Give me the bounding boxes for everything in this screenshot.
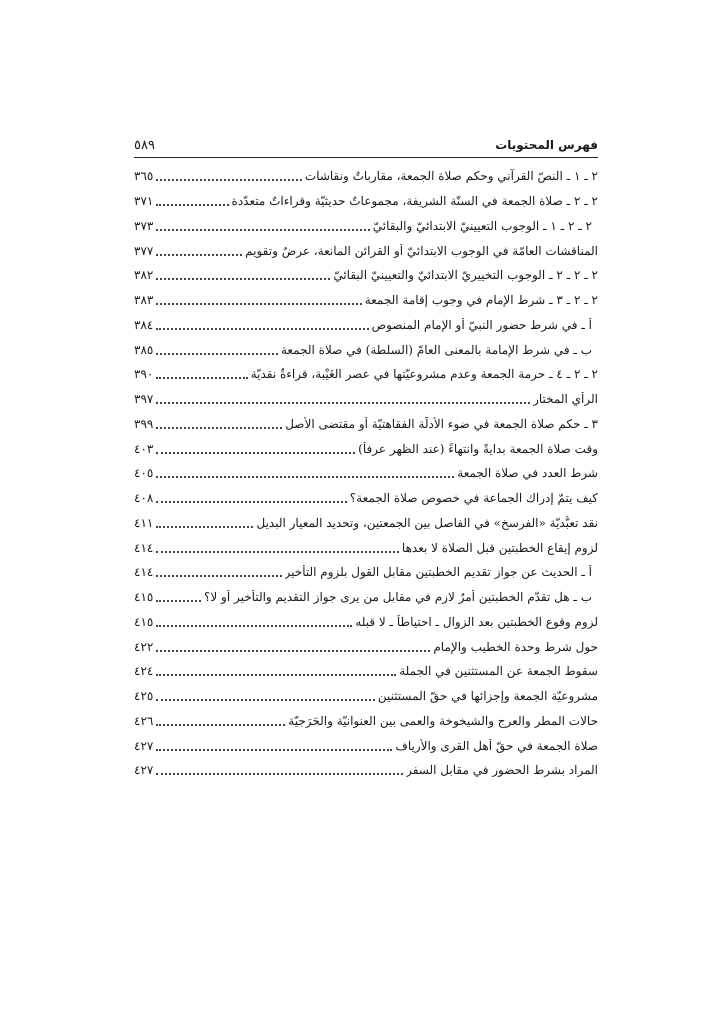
toc-entry: [134, 634, 598, 659]
toc-entry-title: المراد بشرط الحضور في مقابل السفر: [406, 763, 598, 778]
toc-entry-title: نقد تعبُّديّة «الفرسخ» في الفاصل بين الجمعتين، وتحديد المعيار البديل: [256, 515, 598, 530]
toc-entry: [134, 263, 598, 288]
toc-entry-title: المناقشات العامّة في الوجوب الابتدائيّ أو القرائن المانعة، عرضٌ وتقويم: [245, 243, 598, 258]
toc-entry-page: ٤٠٥: [134, 466, 154, 481]
toc-entry: [134, 733, 598, 758]
toc-entry-page: ٤٢٦: [134, 713, 154, 728]
dot-leader: [156, 427, 282, 429]
toc-entry-title: ٢ ـ ٢ ـ ١ ـ الوجوب التعيينيّ الابتدائيّ والبقائيّ: [372, 218, 592, 233]
toc-entry-page: ٤٢٧: [134, 763, 154, 778]
toc-entry-page: ٤١٥: [134, 614, 154, 629]
dot-leader: [156, 377, 247, 379]
toc-entry-page: ٣٨٤: [134, 317, 154, 332]
dot-leader: [156, 254, 242, 256]
toc-entry-title: صلاة الجمعة في حقّ أهل القرى والأرياف: [395, 738, 598, 753]
running-header-title: فهرس المحتويات: [495, 138, 598, 152]
toc-entry-page: ٣٧١: [134, 194, 154, 209]
toc-entry: [134, 511, 598, 536]
dot-leader: [156, 229, 369, 231]
toc-entry-page: ٤٠٨: [134, 491, 154, 506]
toc-entry-title: مشروعيّة الجمعة وإجزائها في حقّ المستثنين: [377, 689, 598, 704]
dot-leader: [156, 501, 346, 503]
toc-entry-title: ٢ ـ ٢ ـ ٢ ـ الوجوب التخييريّ الابتدائيّ والتعيينيّ البقائيّ: [333, 268, 598, 283]
toc-entry-page: ٤١١: [134, 515, 154, 530]
toc-entry: [134, 535, 598, 560]
toc-entry-title: ٣ ـ حكم صلاة الجمعة في ضوء الأدلّة الفقاهتيّة أو مقتضى الأصل: [285, 416, 598, 431]
dot-leader: [156, 551, 399, 553]
dot-leader: [156, 476, 454, 478]
dot-leader: [156, 204, 228, 206]
toc-entry-title: لزوم وقوع الخطبتين بعد الزوال ـ احتياطاً ـ لا قبله: [355, 614, 598, 629]
toc-entry: [134, 362, 598, 387]
toc-entry-title: حالات المطر والعرج والشيخوخة والعمى بين العنوانيّة والحَرَجيّة: [288, 713, 598, 728]
toc-entry: [134, 486, 598, 511]
toc-entry-title: وقت صلاة الجمعة بدايةً وانتهاءً (عند الظهر عرفاً): [358, 441, 598, 456]
toc-entry: [134, 313, 598, 338]
toc-entry: [134, 189, 598, 214]
dot-leader: [156, 179, 302, 181]
toc-entry-title: ب ـ في شرط الإمامة بالمعنى العامّ (السلطة) في صلاة الجمعة: [280, 342, 592, 357]
dot-leader: [156, 452, 355, 454]
toc-entry-title: الرأي المختار: [533, 392, 598, 407]
dot-leader: [156, 773, 403, 775]
toc-entry: [134, 560, 598, 585]
dot-leader: [156, 625, 352, 627]
toc-entry: [134, 164, 598, 189]
toc-entry-page: ٣٧٧: [134, 243, 154, 258]
toc-entry-page: ٣٧٣: [134, 218, 154, 233]
dot-leader: [156, 699, 374, 701]
toc-entry-page: ٣٨٢: [134, 268, 154, 283]
toc-entry-page: ٤٢٥: [134, 689, 154, 704]
toc-entry-title: ٢ ـ ٢ ـ ٣ ـ شرط الإمام في وجوب إقامة الجمعة: [364, 293, 598, 308]
toc-entry-page: ٤٢٧: [134, 738, 154, 753]
toc-entry-title: كيف يتمّ إدراك الجماعة في خصوص صلاة الجمعة؟: [349, 491, 598, 506]
dot-leader: [156, 600, 201, 602]
toc-entry-title: ٢ ـ ١ ـ النصّ القرآني وحكم صلاة الجمعة، مقارباتٌ ونقاشات: [304, 169, 598, 184]
toc-entry: [134, 238, 598, 263]
dot-leader: [156, 526, 253, 528]
toc-entry-page: ٤٠٣: [134, 441, 154, 456]
dot-leader: [156, 328, 368, 330]
toc-entry-title: شرط العدد في صلاة الجمعة: [457, 466, 598, 481]
toc-entry: [134, 461, 598, 486]
toc-entry-title: أ ـ الحديث عن جواز تقديم الخطبتين مقابل القول بلزوم التأخير: [284, 565, 592, 580]
toc-entry-page: ٣٩٠: [134, 367, 154, 382]
dot-leader: [156, 278, 330, 280]
toc-entry-page: ٣٨٣: [134, 293, 154, 308]
table-of-contents: [134, 164, 598, 783]
dot-leader: [156, 303, 361, 305]
toc-entry: [134, 709, 598, 734]
toc-entry-title: ب ـ هل تقدّم الخطبتين أمرٌ لازم في مقابل من يرى جواز التقديم والتأخير أو لا؟: [204, 590, 592, 605]
toc-entry-page: ٣٨٥: [134, 342, 154, 357]
dot-leader: [156, 353, 278, 355]
dot-leader: [156, 724, 285, 726]
toc-entry: [134, 585, 598, 610]
toc-entry-page: ٤١٥: [134, 590, 154, 605]
toc-entry-title: لزوم إيقاع الخطبتين قبل الصلاة لا بعدها: [401, 540, 598, 555]
toc-entry-title: ٢ ـ ٢ ـ ٤ ـ حرمة الجمعة وعدم مشروعيّتها في عصر الغَيْبة، قراءةٌ نقديّة: [250, 367, 598, 382]
toc-entry-page: ٤١٤: [134, 540, 154, 555]
toc-entry-page: ٣٦٥: [134, 169, 154, 184]
toc-entry: [134, 387, 598, 412]
toc-entry: [134, 684, 598, 709]
dot-leader: [156, 674, 396, 676]
toc-entry-page: ٤٢٢: [134, 639, 154, 654]
toc-entry: [134, 610, 598, 635]
dot-leader: [156, 402, 530, 404]
toc-entry-page: ٣٩٧: [134, 392, 154, 407]
toc-entry: [134, 288, 598, 313]
toc-entry-title: ٢ ـ ٢ ـ صلاة الجمعة في السنّة الشريفة، مجموعاتٌ حديثيّة وقراءاتٌ متعدّدة: [231, 194, 598, 209]
toc-entry: [134, 337, 598, 362]
page-number: ٥٨٩: [134, 137, 155, 153]
toc-entry-page: ٤٢٤: [134, 664, 154, 679]
toc-entry: [134, 436, 598, 461]
header-divider: [134, 157, 598, 158]
toc-entry-title: أ ـ في شرط حضور النبيّ أو الإمام المنصوص: [371, 317, 592, 332]
dot-leader: [156, 575, 281, 577]
toc-entry: [134, 758, 598, 783]
toc-entry: [134, 412, 598, 437]
toc-entry-page: ٤١٤: [134, 565, 154, 580]
toc-entry-page: ٣٩٩: [134, 416, 154, 431]
dot-leader: [156, 749, 392, 751]
page-header: [134, 134, 598, 156]
dot-leader: [156, 650, 430, 652]
toc-entry-title: حول شرط وحدة الخطيب والإمام: [433, 639, 598, 654]
toc-entry: [134, 214, 598, 239]
toc-entry-title: سقوط الجمعة عن المستثنين في الجملة: [399, 664, 598, 679]
toc-entry: [134, 659, 598, 684]
